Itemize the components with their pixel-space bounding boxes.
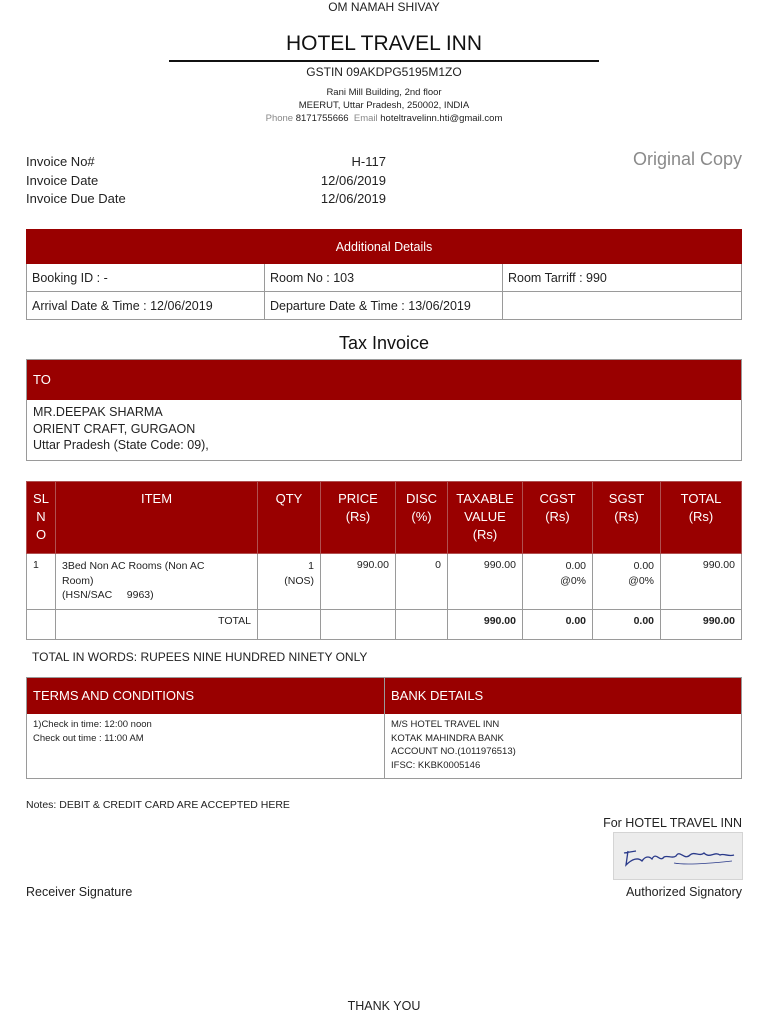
- gstin: GSTIN 09AKDPG5195M1ZO: [306, 65, 462, 79]
- additional-title: Additional Details: [27, 230, 742, 264]
- customer-name: MR.DEEPAK SHARMA: [33, 405, 163, 419]
- items-table: SL N O ITEM QTY PRICE (Rs) DISC (%) TAXABLE VALUE (Rs) CGST (Rs) SGST (Rs) TOTAL (Rs) 1 3Bed Non AC Rooms (Non AC Room) (HSN/SAC 9963) 1 (NOS) 990.00 0 990.00 0.00 @0% 0.00 @0% 990.00 TOTAL 990.00 0.00 0.00 990.00: [26, 481, 742, 640]
- notes: Notes: DEBIT & CREDIT CARD ARE ACCEPTED HERE: [26, 799, 290, 811]
- thank-you: THANK YOU: [347, 999, 421, 1013]
- contact-line: Phone 8171755666 Email hoteltravelinn.hti@gmail.com: [265, 113, 503, 124]
- address-line-2: MEERUT, Uttar Pradesh, 250002, INDIA: [298, 100, 470, 111]
- customer-company: ORIENT CRAFT, GURGAON: [33, 421, 196, 436]
- customer-state: Uttar Pradesh (State Code: 09),: [33, 438, 209, 452]
- tax-invoice-title: Tax Invoice: [338, 333, 430, 353]
- email: hoteltravelinn.hti@gmail.com: [380, 113, 503, 124]
- invocation: OM NAMAH SHIVAY: [328, 0, 440, 14]
- bill-to-box: TO MR.DEEPAK SHARMA ORIENT CRAFT, GURGAON Uttar Pradesh (State Code: 09),: [26, 359, 742, 461]
- authorized-signatory: Authorized Signatory: [625, 885, 742, 899]
- phone: 8171755666: [295, 113, 349, 124]
- invoice-due-row: Invoice Due Date 12/06/2019: [26, 191, 386, 206]
- terms-bank-box: [26, 677, 742, 779]
- bank-section: BANK DETAILS M/S HOTEL TRAVEL INN KOTAK MAHINDRA BANK ACCOUNT NO.(1011976513) IFSC: KKBK0005146: [385, 678, 741, 778]
- invoice-no-row: Invoice No# H-117: [26, 154, 386, 169]
- totals-row: TOTAL 990.00 0.00 0.00 990.00: [27, 610, 742, 640]
- signature-image: [613, 832, 743, 880]
- hotel-name: HOTEL TRAVEL INN: [285, 32, 483, 55]
- additional-details-table: Additional Details Booking ID : - Room No : 103 Room Tarriff : 990 Arrival Date & Time : 12/06/2019 Departure Date & Time : 13/06/2019: [26, 229, 742, 320]
- table-row: 1 3Bed Non AC Rooms (Non AC Room) (HSN/SAC 9963) 1 (NOS) 990.00 0 990.00 0.00 @0% 0.00 @0% 990.00: [27, 554, 742, 610]
- terms-section: TERMS AND CONDITIONS 1)Check in time: 12:00 noon Check out time : 11:00 AM: [27, 678, 385, 778]
- total-in-words: TOTAL IN WORDS: RUPEES NINE HUNDRED NINETY ONLY: [32, 650, 368, 664]
- invoice-date-row: Invoice Date 12/06/2019: [26, 173, 386, 188]
- address-line-1: Rani Mill Building, 2nd floor: [326, 87, 442, 98]
- receiver-signature: Receiver Signature: [26, 885, 133, 899]
- title-underline: [169, 60, 599, 62]
- copy-label: Original Copy: [632, 149, 742, 169]
- for-hotel: For HOTEL TRAVEL INN: [603, 816, 742, 830]
